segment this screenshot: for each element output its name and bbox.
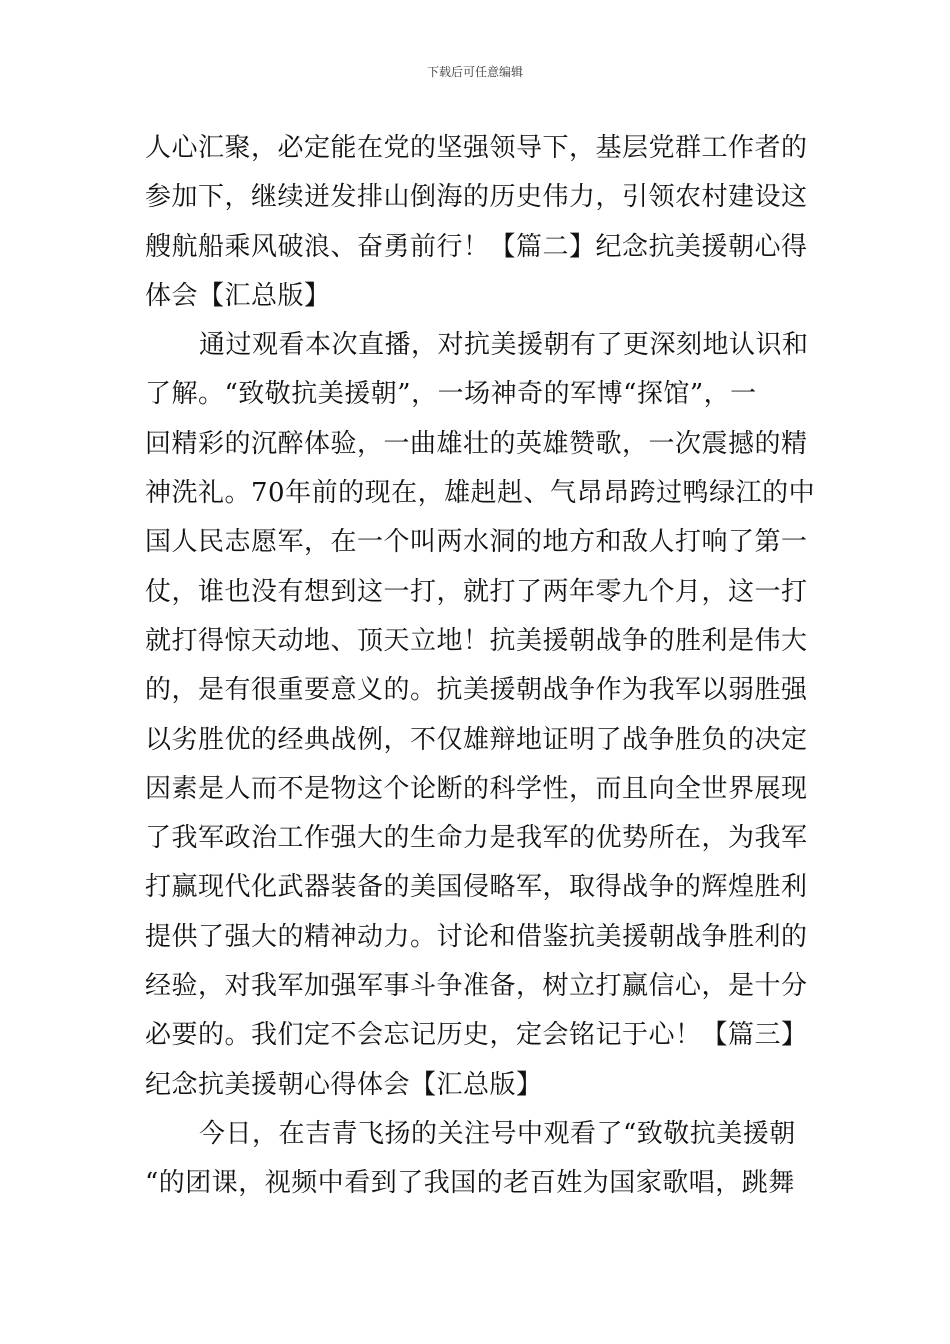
text-line: “的团课，视频中看到了我国的老百姓为国家歌唱，跳舞 — [145, 1168, 795, 1199]
text-line: 提供了强大的精神动力。讨论和借鉴抗美援朝战争胜利的 — [145, 921, 808, 952]
text-line: 人心汇聚，必定能在党的坚强领导下，基层党群工作者的 — [145, 133, 808, 163]
page-header: 下载后可任意编辑 — [426, 65, 523, 79]
text-line: 国人民志愿军，在一个叫两水洞的地方和敌人打响了第一 — [145, 527, 808, 558]
text-line: 打赢现代化武器装备的美国侵略军，取得战争的辉煌胜利 — [145, 872, 808, 903]
text-line: 了我军政治工作强大的生命力是我军的优势所在，为我军 — [145, 823, 808, 854]
text-line: 经验，对我军加强军事斗争准备，树立打赢信心，是十分 — [145, 971, 808, 1002]
text-line: 的，是有很重要意义的。抗美援朝战争作为我军以弱胜强 — [145, 675, 808, 706]
text-line: 回精彩的沉醉体验，一曲雄壮的英雄赞歌，一次震撼的精 — [145, 428, 808, 459]
text-line: 因素是人而不是物这个论断的科学性，而且向全世界展现 — [145, 773, 808, 804]
text-line: 体会【汇总版】 — [145, 280, 331, 311]
paragraph-start-line: 今日，在吉青飞扬的关注号中观看了“致敬抗美援朝 — [199, 1118, 796, 1149]
text-line: 以劣胜优的经典战例，不仅雄辩地证明了战争胜负的决定 — [145, 724, 808, 755]
text-line: 纪念抗美援朝心得体会【汇总版】 — [145, 1069, 543, 1100]
document-body — [145, 124, 816, 1209]
text-line: 就打得惊天动地、顶天立地！抗美援朝战争的胜利是伟大 — [145, 625, 808, 656]
text-line: 仗，谁也没有想到这一打，就打了两年零九个月，这一打 — [145, 576, 808, 607]
paragraph-start-line: 通过观看本次直播，对抗美援朝有了更深刻地认识和 — [199, 330, 809, 361]
text-line: 必要的。我们定不会忘记历史，定会铭记于心！【篇三】 — [145, 1020, 808, 1051]
text-line: 参加下，继续迸发排山倒海的历史伟力，引领农村建设这 — [145, 182, 808, 213]
text-line: 了解。“致敬抗美援朝”，一场神奇的军博“探馆”，一 — [145, 379, 757, 410]
text-line: 神洗礼。70年前的现在，雄赳赳、气昂昂跨过鸭绿江的中 — [145, 478, 816, 509]
text-line: 艘航船乘风破浪、奋勇前行！【篇二】纪念抗美援朝心得 — [145, 231, 808, 262]
